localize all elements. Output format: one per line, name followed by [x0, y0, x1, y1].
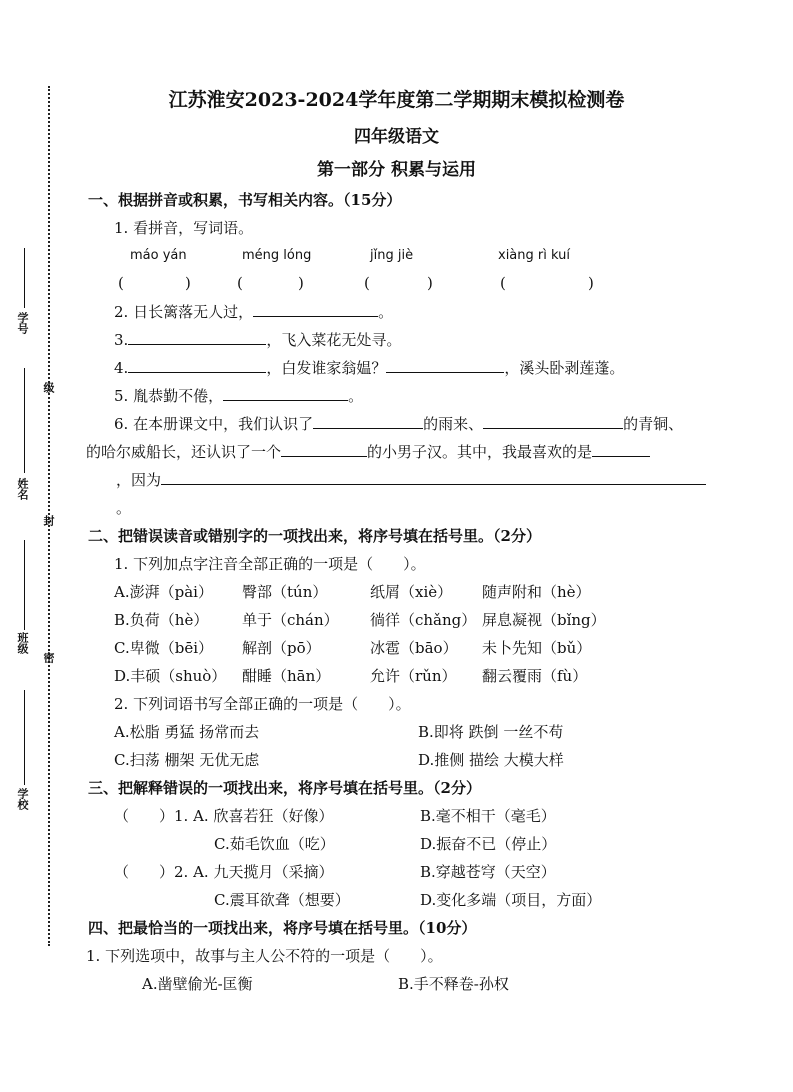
section-4-heading: 四、把最恰当的一项找出来，将序号填在括号里。（10分）	[88, 919, 477, 937]
s3-q2-option-b: B.穿越苍穹（天空）	[420, 863, 556, 881]
answer-paren-open-4: (	[500, 274, 506, 292]
s3-q1-option-d: D.振奋不已（停止）	[420, 835, 557, 853]
s3-q1-option-b: B.毫不相干（毫毛）	[420, 807, 556, 825]
s2-q1-option-b-4: 屏息凝视（bǐng）	[482, 611, 606, 629]
answer-paren-close-2: )	[298, 274, 304, 292]
s2-q2-option-c: C.扫荡 棚架 无优无虑	[114, 751, 260, 769]
school-line	[24, 690, 25, 785]
exam-subject: 四年级语文	[354, 127, 439, 147]
answer-paren-close-3: )	[427, 274, 433, 292]
s1-q6-line1	[114, 414, 683, 434]
exam-title: 江苏淮安2023-2024学年度第二学期期末模拟检测卷	[168, 89, 625, 111]
s1-q4-num: 4.	[114, 359, 129, 377]
s1-q6-text-a: 6. 在本册课文中，我们认识了	[114, 415, 314, 433]
s2-q1-option-a-4: 随声附和（hè）	[482, 583, 591, 601]
s1-q2-end: 。	[378, 303, 394, 321]
school-label: 学校	[16, 788, 29, 810]
s2-q1-option-a-3: 纸屑（xiè）	[370, 583, 453, 601]
s2-q1-option-d-2: 酣睡（hān）	[242, 667, 331, 685]
s1-q6-line2	[86, 442, 650, 462]
s2-q1-option-c: C.卑微（bēi）	[114, 639, 213, 657]
s1-q6-end: 。	[116, 499, 132, 517]
s2-q1: 1. 下列加点字注音全部正确的一项是（ ）。	[114, 555, 426, 573]
s1-q6-text-b: 的雨来、	[423, 415, 484, 433]
s1-q6-text-e: 的小男子汉。其中，我最喜欢的是	[367, 443, 593, 461]
s1-q5-end: 。	[348, 387, 364, 405]
blank[interactable]	[253, 302, 378, 317]
s1-q3	[114, 330, 401, 350]
s3-q2-option-c: C.震耳欲聋（想要）	[214, 891, 350, 909]
blank[interactable]	[281, 442, 367, 457]
s2-q1-option-a: A.澎湃（pài）	[114, 583, 213, 601]
s2-q1-option-c-3: 冰雹（bāo）	[370, 639, 458, 657]
s1-q3-text: ，飞入菜花无处寻。	[266, 331, 402, 349]
seal-label: 封	[42, 515, 55, 526]
s4-q1: 1. 下列选项中，故事与主人公不符的一项是（ ）。	[86, 947, 443, 965]
class-line	[24, 540, 25, 630]
section-2-heading: 二、把错误读音或错别字的一项找出来，将序号填在括号里。（2分）	[88, 527, 541, 545]
pinyin-1: máo yán	[130, 248, 187, 263]
blank[interactable]	[592, 442, 650, 457]
s2-q1-option-b: B.负荷（hè）	[114, 611, 209, 629]
blank[interactable]	[128, 330, 266, 345]
s2-q1-option-d-4: 翻云覆雨（fù）	[482, 667, 588, 685]
name-line	[24, 368, 25, 473]
s3-q1-option-a: （ ）1. A. 欣喜若狂（好像）	[114, 807, 334, 825]
s1-q5	[114, 386, 363, 406]
answer-paren-close-4: )	[588, 274, 594, 292]
s1-q6-text-f: ，因为	[116, 471, 162, 489]
answer-paren-open-2: (	[237, 274, 243, 292]
answer-paren-close-1: )	[185, 274, 191, 292]
blank[interactable]	[483, 414, 623, 429]
class-label: 班级	[16, 632, 29, 654]
s3-q2-option-a: （ ）2. A. 九天揽月（采摘）	[114, 863, 334, 881]
secret-label: 密	[42, 652, 55, 663]
blank[interactable]	[313, 414, 423, 429]
s4-q1-option-a: A.凿壁偷光-匡衡	[142, 975, 253, 993]
s2-q2-option-a: A.松脂 勇猛 扬常而去	[114, 723, 260, 741]
s2-q1-option-a-2: 臀部（tún）	[242, 583, 328, 601]
s1-q4	[114, 358, 624, 378]
s4-q1-option-b: B.手不释卷-孙权	[398, 975, 509, 993]
s2-q1-option-d: D.丰硕（shuò）	[114, 667, 227, 685]
s3-q1-option-c: C.茹毛饮血（吃）	[214, 835, 335, 853]
blank[interactable]	[128, 358, 266, 373]
s3-q2-option-d: D.变化多端（项目，方面）	[420, 891, 602, 909]
s2-q1-option-c-2: 解剖（pō）	[242, 639, 321, 657]
name-label: 姓名	[16, 478, 29, 500]
section-1-heading: 一、根据拼音或积累，书写相关内容。（15分）	[88, 191, 402, 209]
pinyin-4: xiàng rì kuí	[498, 248, 570, 263]
s2-q1-option-b-3: 徜徉（chǎng）	[370, 611, 477, 629]
s2-q1-option-d-3: 允许（rǔn）	[370, 667, 457, 685]
s2-q1-option-b-2: 单于（chán）	[242, 611, 339, 629]
section-3-heading: 三、把解释错误的一项找出来，将序号填在括号里。（2分）	[88, 779, 481, 797]
s2-q2: 2. 下列词语书写全部正确的一项是（ ）。	[114, 695, 411, 713]
blank[interactable]	[223, 386, 348, 401]
answer-paren-open-1: (	[118, 274, 124, 292]
s1-q6-text-c: 的青铜、	[623, 415, 684, 433]
s1-q3-num: 3.	[114, 331, 129, 349]
blank[interactable]	[161, 470, 706, 485]
pinyin-3: jǐng jiè	[370, 248, 414, 263]
part-title: 第一部分 积累与运用	[317, 160, 476, 180]
s1-q6-line3	[116, 470, 706, 490]
student-id-line	[24, 248, 25, 308]
s1-q5-text: 5. 胤恭勤不倦，	[114, 387, 224, 405]
s1-q1: 1. 看拼音，写词语。	[114, 219, 254, 237]
student-id-label: 学号	[16, 312, 29, 334]
blank[interactable]	[386, 358, 504, 373]
s2-q2-option-d: D.推侧 描绘 大模大样	[418, 751, 564, 769]
s1-q4-end: ，溪头卧剥莲蓬。	[504, 359, 625, 377]
s1-q2-text: 2. 日长篱落无人过，	[114, 303, 254, 321]
s2-q1-option-c-4: 未卜先知（bǔ）	[482, 639, 592, 657]
answer-paren-open-3: (	[364, 274, 370, 292]
grade-label: 级	[42, 382, 55, 393]
s1-q4-text: ，白发谁家翁媪？	[266, 359, 387, 377]
s1-q6-text-d: 的哈尔威船长，还认识了一个	[86, 443, 282, 461]
pinyin-2: méng lóng	[242, 248, 312, 263]
s2-q2-option-b: B.即将 跌倒 一丝不苟	[418, 723, 564, 741]
s1-q2	[114, 302, 393, 322]
